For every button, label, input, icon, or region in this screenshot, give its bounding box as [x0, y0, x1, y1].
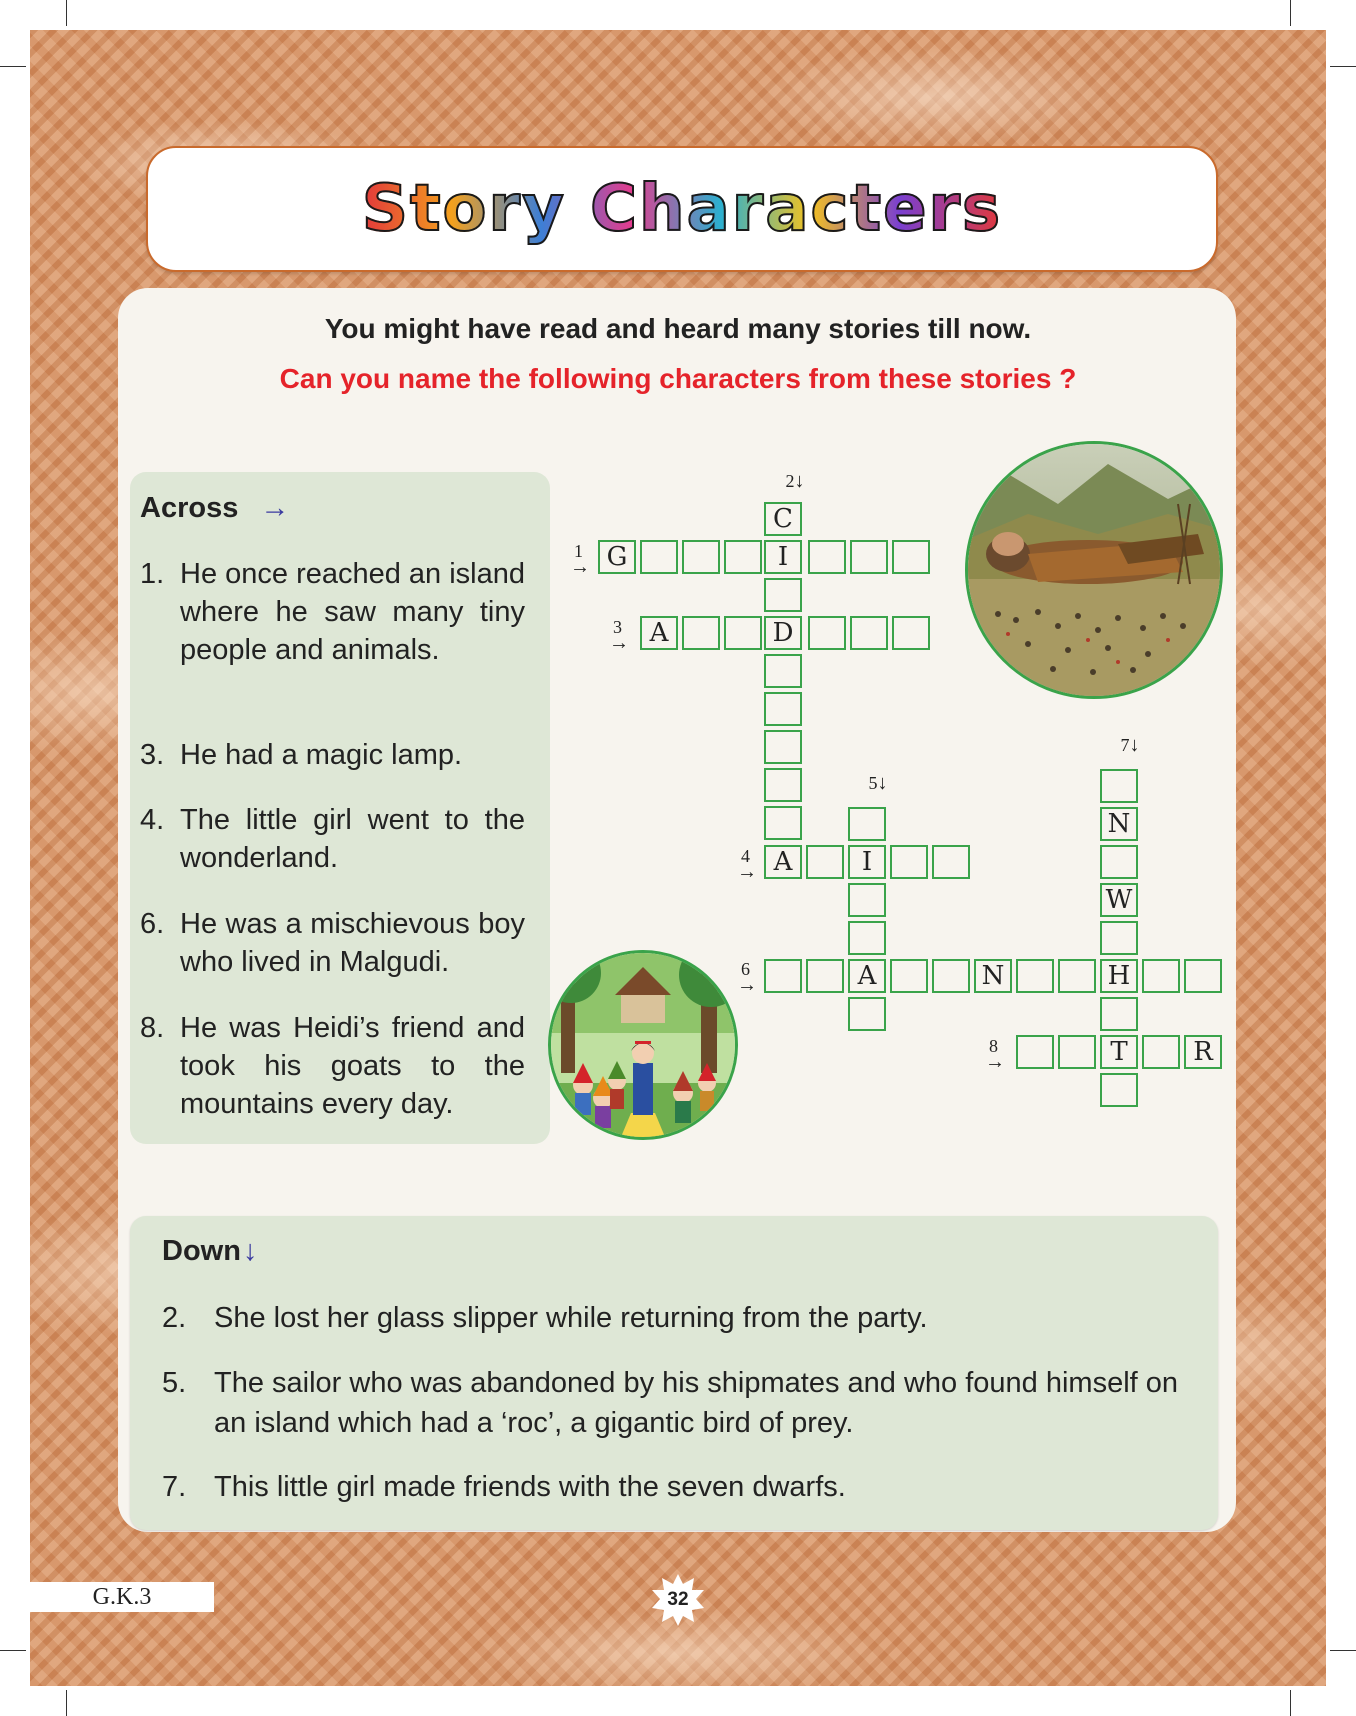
cell-7-down[interactable] — [1100, 845, 1138, 879]
cell-1-across[interactable] — [724, 540, 762, 574]
cell-1-across[interactable] — [682, 540, 720, 574]
cell-6-across[interactable] — [890, 959, 928, 993]
cell-2-down[interactable] — [764, 692, 802, 726]
entry-number: 5 — [868, 773, 878, 793]
page-title: Story Characters — [361, 172, 1003, 246]
down-arrow-icon: ↓ — [242, 1235, 258, 1267]
across-clue — [140, 1009, 525, 1123]
entry-number: 8 — [989, 1036, 998, 1056]
cell-4-across[interactable]: I — [848, 845, 886, 879]
cell-5-down[interactable] — [848, 997, 886, 1031]
trim-mark — [1290, 0, 1291, 26]
across-clue — [140, 801, 525, 877]
gulliver-illustration — [965, 441, 1223, 699]
entry-marker-2 — [775, 470, 815, 492]
cell-2-down[interactable] — [764, 768, 802, 802]
right-arrow-icon: → — [609, 632, 629, 654]
across-clue — [140, 555, 525, 669]
cell-5-down[interactable] — [848, 921, 886, 955]
cell-7-down[interactable] — [1100, 997, 1138, 1031]
intro-line: You might have read and heard many stories till now. — [324, 313, 1032, 344]
entry-marker-3 — [609, 617, 629, 654]
snow-white-picture — [551, 953, 735, 1137]
trim-mark — [66, 1690, 67, 1716]
cell-crossing[interactable]: I — [764, 540, 802, 574]
cell-7-down[interactable]: N — [1100, 807, 1138, 841]
across-clue — [140, 905, 525, 981]
cell-5-down[interactable] — [848, 807, 886, 841]
right-arrow-icon: → — [737, 861, 757, 883]
down-arrow-icon: ↓ — [1129, 734, 1140, 756]
cell-2-down[interactable] — [764, 654, 802, 688]
page-number — [650, 1572, 706, 1628]
clue-text: She lost her glass slipper while returning from the party. — [214, 1302, 928, 1334]
intro-question: Can you name the following characters from these stories ? — [279, 363, 1077, 394]
cell-8-across[interactable]: T — [1100, 1035, 1138, 1069]
entry-number: 6 — [741, 959, 750, 979]
clue-text: The sailor who was abandoned by his shipmates and who found himself on an island which had a ‘roc’, a gigantic bird of prey. — [214, 1367, 1179, 1439]
entry-number: 2 — [785, 471, 795, 491]
cell-8-across[interactable] — [1058, 1035, 1096, 1069]
across-clue — [140, 736, 525, 774]
clue-text: He was a mischievous boy who lived in Malgudi. — [180, 908, 525, 978]
cell-1-across[interactable] — [808, 540, 846, 574]
clue-number: 2. — [162, 1302, 187, 1334]
cell-6-across[interactable] — [1142, 959, 1180, 993]
clue-text: The little girl went to the wonderland. — [180, 804, 525, 874]
cell-7-down[interactable] — [1100, 1073, 1138, 1107]
cell-3-across[interactable] — [682, 616, 720, 650]
trim-mark — [0, 66, 26, 67]
cell-8-across[interactable] — [1142, 1035, 1180, 1069]
book-label: G.K.3 — [30, 1582, 214, 1612]
clue-text: He had a magic lamp. — [180, 739, 463, 771]
cell-8-across[interactable]: R — [1184, 1035, 1222, 1069]
cell-2-down[interactable]: C — [764, 502, 802, 536]
down-clue — [162, 1298, 1212, 1338]
cell-7-down[interactable]: W — [1100, 883, 1138, 917]
clue-number: 4. — [140, 804, 165, 836]
clue-text: He once reached an island where he saw many tiny people and animals. — [180, 558, 526, 666]
down-heading — [162, 1235, 257, 1268]
cell-6-across[interactable] — [1016, 959, 1054, 993]
cell-4-across[interactable] — [806, 845, 844, 879]
cell-1-across[interactable]: G — [598, 540, 636, 574]
clue-number: 7. — [162, 1471, 187, 1503]
cell-6-across[interactable]: N — [974, 959, 1012, 993]
cell-8-across[interactable] — [1016, 1035, 1054, 1069]
across-heading-text: Across — [140, 492, 239, 524]
cell-1-across[interactable] — [850, 540, 888, 574]
cell-4-across[interactable] — [932, 845, 970, 879]
down-clue — [162, 1363, 1212, 1443]
clue-number: 5. — [162, 1367, 187, 1399]
trim-mark — [0, 1650, 26, 1651]
down-heading-text: Down — [162, 1235, 241, 1267]
entry-marker-7 — [1110, 734, 1150, 756]
entry-marker-4 — [737, 846, 757, 883]
cell-7-down[interactable] — [1100, 769, 1138, 803]
cell-3-across[interactable] — [808, 616, 846, 650]
entry-marker-8 — [985, 1036, 1005, 1073]
trim-mark — [1330, 66, 1356, 67]
across-heading — [140, 492, 289, 525]
right-arrow-icon: → — [985, 1051, 1005, 1073]
cell-6-across[interactable] — [806, 959, 844, 993]
cell-1-across[interactable] — [640, 540, 678, 574]
entry-number: 1 — [574, 541, 583, 561]
cell-3-across[interactable] — [850, 616, 888, 650]
trim-mark — [66, 0, 67, 26]
cell-6-across[interactable] — [764, 959, 802, 993]
clue-text: He was Heidi’s friend and took his goats to the mountains every day. — [180, 1012, 525, 1120]
cell-2-down[interactable] — [764, 806, 802, 840]
entry-marker-5 — [858, 772, 898, 794]
down-arrow-icon: ↓ — [794, 470, 805, 492]
right-arrow-icon: → — [260, 492, 290, 524]
clue-number: 1. — [140, 558, 165, 590]
cell-5-down[interactable] — [848, 883, 886, 917]
entry-marker-6 — [737, 959, 757, 996]
trim-mark — [1330, 1650, 1356, 1651]
cell-6-across[interactable] — [1184, 959, 1222, 993]
page-number-text: 32 — [667, 1589, 689, 1610]
right-arrow-icon: → — [570, 556, 590, 578]
trim-mark — [1290, 1690, 1291, 1716]
cell-2-down[interactable] — [764, 730, 802, 764]
gulliver-picture — [968, 444, 1220, 696]
down-arrow-icon: ↓ — [877, 772, 888, 794]
cell-6-across[interactable] — [932, 959, 970, 993]
cell-3-across[interactable] — [724, 616, 762, 650]
cell-4-across[interactable]: A — [764, 845, 802, 879]
clue-text: This little girl made friends with the seven dwarfs. — [214, 1471, 846, 1503]
entry-marker-1 — [570, 541, 590, 578]
entry-number: 7 — [1120, 735, 1130, 755]
clue-number: 6. — [140, 908, 165, 940]
cell-1-across[interactable] — [892, 540, 930, 574]
cell-6-across[interactable]: A — [848, 959, 886, 993]
cell-7-down[interactable] — [1100, 921, 1138, 955]
cell-4-across[interactable] — [890, 845, 928, 879]
cell-2-down[interactable] — [764, 578, 802, 612]
clue-number: 8. — [140, 1012, 165, 1044]
cell-3-across[interactable]: A — [640, 616, 678, 650]
entry-number: 4 — [741, 846, 750, 866]
snow-white-illustration — [548, 950, 738, 1140]
clue-number: 3. — [140, 739, 165, 771]
title-banner — [146, 146, 1218, 272]
cell-3-across[interactable] — [892, 616, 930, 650]
entry-number: 3 — [613, 617, 622, 637]
cell-crossing[interactable]: D — [764, 616, 802, 650]
cell-6-across[interactable] — [1058, 959, 1096, 993]
cell-6-across[interactable]: H — [1100, 959, 1138, 993]
right-arrow-icon: → — [737, 974, 757, 996]
down-clue — [162, 1467, 1212, 1507]
